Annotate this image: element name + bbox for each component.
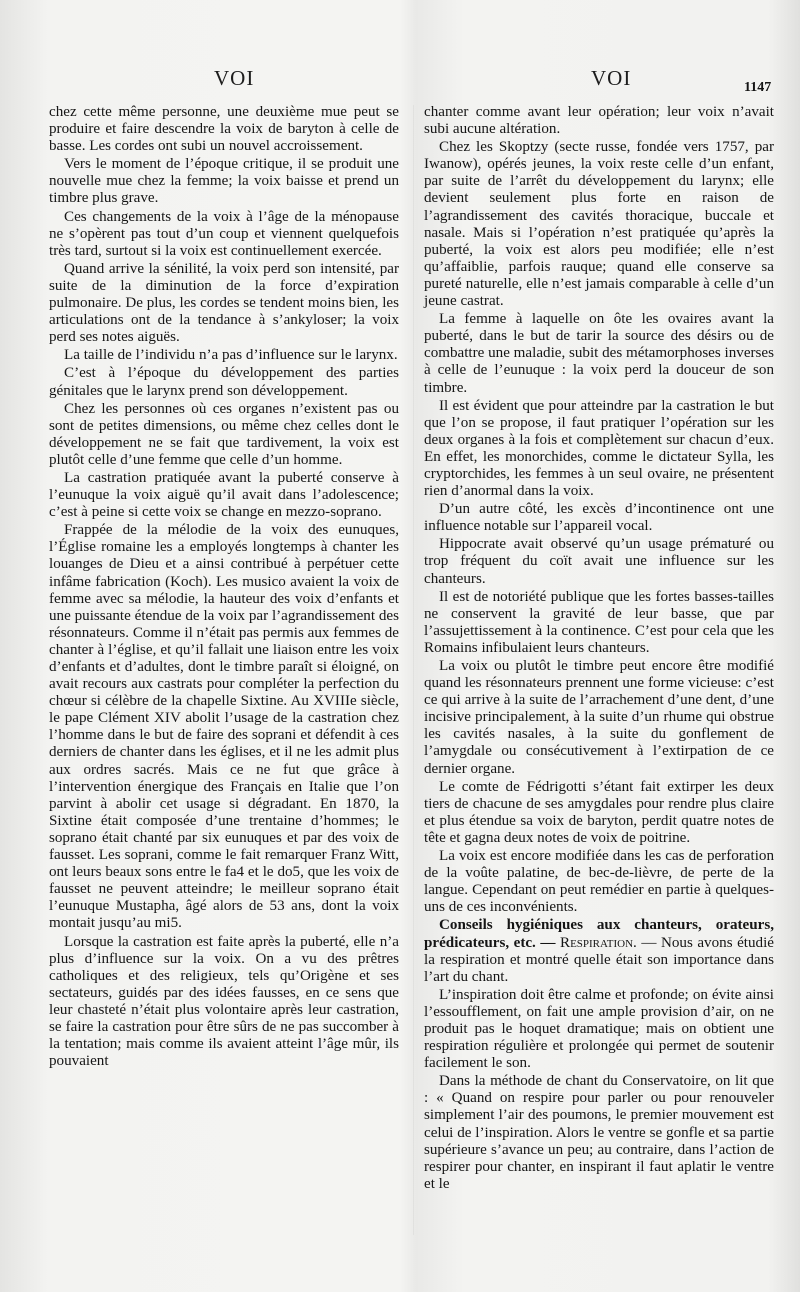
paragraph: Hippocrate avait observé qu’un usage prématuré ou trop fréquent du coït avait une influence sur les chanteurs. [424,536,774,587]
paragraph: La taille de l’individu n’a pas d’influence sur le larynx. [64,347,398,364]
text-column-right [424,104,774,1193]
paragraph: Il est évident que pour atteindre par la castration le but que l’on se propose, il faut pratiquer l’opération sur les deux organes à la fois et complètement sur chacun d’eux. En effet, les monorchides, comme le dictateur Sylla, les cryptorchides, les femmes à un seul ovaire, ne présentent rien d’anormal dans la voix. [424,397,774,500]
paragraph: Il est de notoriété publique que les fortes basses-tailles ne conservent la gravité de leur basse, que par l’assujettissement à la continence. C’est pour cela que les Romains infibulaient leurs chanteurs. [424,588,774,656]
paragraph: Dans la méthode de chant du Conservatoire, on lit que : « Quand on respire pour parler ou pour renouveler simplement l’air des poumons, le premier mouvement est celui de l’inspiration. Alors le ventre se gonfle et sa partie supérieure s’avance un peu; au contraire, dans l’action de respirer pour chanter, en inspirant il faut aplatir le ventre et le [424,1073,774,1192]
paragraph-text: — Nous avons étudié la respiration et montré quelle était son importance dans l’art du chant. [424,934,774,985]
text-column-left [49,104,399,1070]
paragraph: Frappée de la mélodie de la voix des eunuques, l’Église romaine les a employés longtemps à chanter les louanges de Dieu et a ainsi contribué à perpétuer cette infâme fabrication (Koch). Les musico avaient la voix de femme avec sa mélodie, la hauteur des voix d’enfants et une puissante étendue de la voix par l’agrandissement des résonnateurs. Comme il n’était pas permis aux femmes de chanter à l’église, et qu’il fallait une liaison entre les voix d’enfants et d’adultes, dont le timbre paraît si éloigné, on avait recours aux castrats pour compléter la perfection du chœur si célèbre de la chapelle Sixtine. Au XVIIIe siècle, le pape Clément XIV abolit l’usage de la castration chez l’homme dans le but de faire des soprani et défendit à ces derniers de chanter dans les églises, et il ne les admit plus aux ordres sacrés. Mais ce ne fut que grâce à l’intervention énergique des Français en Italie que l’on parvint à abolir cet usage si dégradant. En 1870, la Sixtine était composée d’une trentaine d’hommes; le soprano était chanté par six eunuques et par des voix de fausset. Les soprani, comme le fait remarquer Franz Witt, ont leurs beaux sons entre le fa4 et le do5, que les voix de fausset ne peuvent atteindre; le meilleur soprano était l’eunuque Mustapha, âgé alors de 53 ans, dont la voix montait jusqu’au mi5. [49,522,399,932]
paragraph: Chez les Skoptzy (secte russe, fondée vers 1757, par Iwanow), opérés jeunes, la voix reste celle d’un enfant, par suite de l’arrêt du développement du larynx; elle devient seulement plus forte en raison de l’agrandissement des cavités thoracique, buccale et nasale. Mais si l’opération n’est pratiquée qu’après la puberté, la voix est alors peu modifiée; elle n’est qu’affaiblie, parfois rauque; quand elle conserve sa pureté naturelle, elle n’est jamais comparable à celle d’un jeune castrat. [424,139,774,310]
page-number: 1147 [744,80,772,95]
paragraph: chanter comme avant leur opération; leur voix n’avait subi aucune altération. [424,104,774,138]
column-divider [413,105,414,1235]
paragraph: La castration pratiquée avant la puberté conserve à l’eunuque la voix aiguë qu’il avait dans l’adolescence; c’est à peine si cette voix se change en mezzo-soprano. [49,469,399,521]
paragraph: Ces changements de la voix à l’âge de la ménopause ne s’opèrent pas tout d’un coup et viennent quelquefois très tard, surtout si la voix est continuellement exercée. [49,208,399,259]
paragraph: Lorsque la castration est faite après la puberté, elle n’a plus d’influence sur la voix. On a vu des prêtres catholiques et des religieux, tels qu’Origène et ses sectateurs, guidés par des idées fausses, en ce sens que leur chasteté n’était plus volontaire après leur castration, se faire la castration pour être sûrs de ne pas succomber à la tentation; mais comme ils avaient atteint l’âge mûr, ils pouvaient [49,933,399,1070]
section-heading-paragraph [424,917,774,985]
paragraph: La femme à laquelle on ôte les ovaires avant la puberté, dans le but de tarir la source des désirs ou de combattre une maladie, subit des métamorphoses inverses à celle de l’eunuque : la voix perd la douceur de son timbre. [424,311,774,396]
paragraph: D’un autre côté, les excès d’incontinence ont une influence notable sur l’appareil vocal. [424,501,774,535]
paragraph: Chez les personnes où ces organes n’existent pas ou sont de petites dimensions, ou même chez celles dont le développement ne se fait que tardivement, la voix est plutôt celle d’une femme que celle d’un homme. [49,400,399,468]
paragraph: La voix ou plutôt le timbre peut encore être modifié quand les résonnateurs prennent une forme vicieuse: c’est ce qui arrive à la suite de l’arrachement d’une dent, d’une incisive principalement, à la suite d’un rhume qui obstrue les cavités nasales, à la suite du gonflement de l’amygdale ou consécutivement à l’extirpation de ce dernier organe. [424,658,774,777]
section-heading: Conseils hygiéniques aux chanteurs, orateurs, prédicateurs, etc. — [424,917,774,951]
paragraph: C’est à l’époque du développement des parties génitales que le larynx prend son développement. [49,365,399,399]
paragraph: chez cette même personne, une deuxième mue peut se produire et faire descendre la voix de baryton à celle de basse. Les cordes ont subi un nouvel accroissement. [49,104,399,155]
paragraph: Vers le moment de l’époque critique, il se produit une nouvelle mue chez la femme; la voix baisse et prend un timbre plus grave. [49,156,399,207]
paragraph: Quand arrive la sénilité, la voix perd son intensité, par suite de la diminution de la force d’expiration pulmonaire. De plus, les cordes se tendent moins bien, les articulations ont de la tendance à s’ankyloser; la voix perd ses notes aiguës. [49,260,399,346]
subsection-label: Respiration. [560,934,637,951]
paragraph: La voix est encore modifiée dans les cas de perforation de la voûte palatine, de bec-de-lièvre, de perte de la langue. Cependant on peut remédier en partie à quelques-uns de ces inconvénients. [424,848,774,916]
paragraph: L’inspiration doit être calme et profonde; on évite ainsi l’essoufflement, on fait une ample provision d’air, on ne produit pas le hoquet dramatique; mais on obtient une respiration régulière et prolongée qui permet de soutenir facilement le son. [424,986,774,1072]
running-head-left: VOI [214,66,255,90]
running-head-right: VOI [591,66,632,90]
paragraph: Le comte de Fédrigotti s’étant fait extirper les deux tiers de chacune de ses amygdales pour rendre plus claire et plus étendue sa voix de baryton, perdit quatre notes de tête et gagna deux notes de voix de poitrine. [424,778,774,846]
